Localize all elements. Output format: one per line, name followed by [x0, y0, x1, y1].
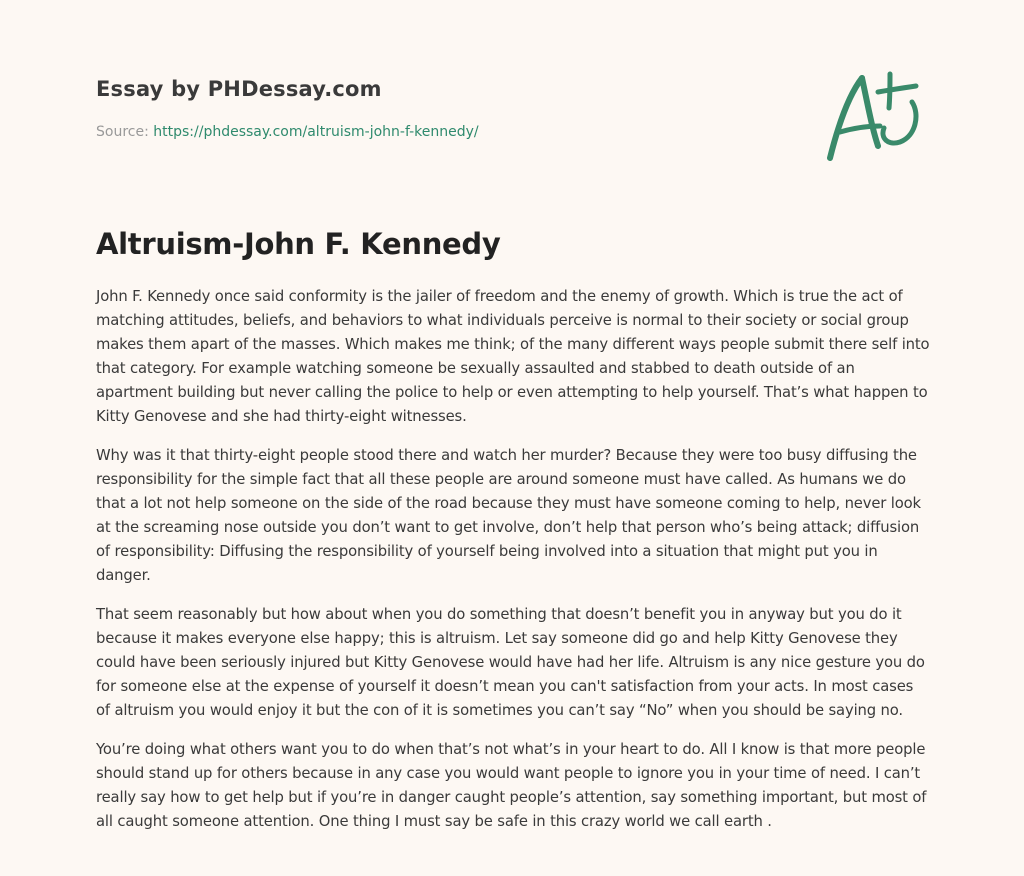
essay-body: [96, 285, 930, 849]
essay-header: [96, 74, 796, 142]
essay-paragraph: Why was it that thirty-eight people stood there and watch her murder? Because they were too busy diffusing the responsibility for the simple fact that all these people are around someone must have called. As humans we do that a lot not help someone on the side of the road because they must have someone coming to help, never look at the screaming nose outside you don’t want to get involve, don’t help that person who’s being attack; diffusion of responsibility: Diffusing the responsibility of yourself being involved into a situation that might put you in danger.: [96, 447, 921, 584]
essay-paragraph: John F. Kennedy once said conformity is the jailer of freedom and the enemy of growth. Which is true the act of matching attitudes, beliefs, and behaviors to what individuals perceive is normal to their society or social group makes them apart of the masses. Which makes me think; of the many different ways people submit there self into that category. For example watching someone be sexually assaulted and stabbed to death outside of an apartment building but never calling the police to help or even attempting to help yourself. That’s what happen to Kitty Genovese and she had thirty-eight witnesses.: [96, 288, 930, 425]
site-brand: Essay by PHDessay.com: [96, 77, 382, 101]
source-label: Source:: [96, 124, 154, 140]
essay-title: Altruism-John F. Kennedy: [96, 227, 501, 261]
essay-paragraph: That seem reasonably but how about when you do something that doesn’t benefit you in anyway but you do it because it makes everyone else happy; this is altruism. Let say someone did go and help Kitty Genovese they could have been seriously injured but Kitty Genovese would have had her life. Altruism is any nice gesture you do for someone else at the expense of yourself it doesn’t mean you can't satisfaction from your acts. In most cases of altruism you would enjoy it but the con of it is sometimes you can’t say “No” when you should be saying no.: [96, 606, 925, 719]
source-link[interactable]: https://phdessay.com/altruism-john-f-kennedy/: [153, 124, 479, 140]
a-plus-logo-icon: [820, 66, 930, 166]
source-line: [96, 122, 796, 142]
essay-paragraph: You’re doing what others want you to do when that’s not what’s in your heart to do. All I know is that more people should stand up for others because in any case you would want people to ignore you in your time of need. I can’t really say how to get help but if you’re in danger caught people’s attention, say something important, but most of all caught someone attention. One thing I must say be safe in this crazy world we call earth .: [96, 741, 927, 830]
